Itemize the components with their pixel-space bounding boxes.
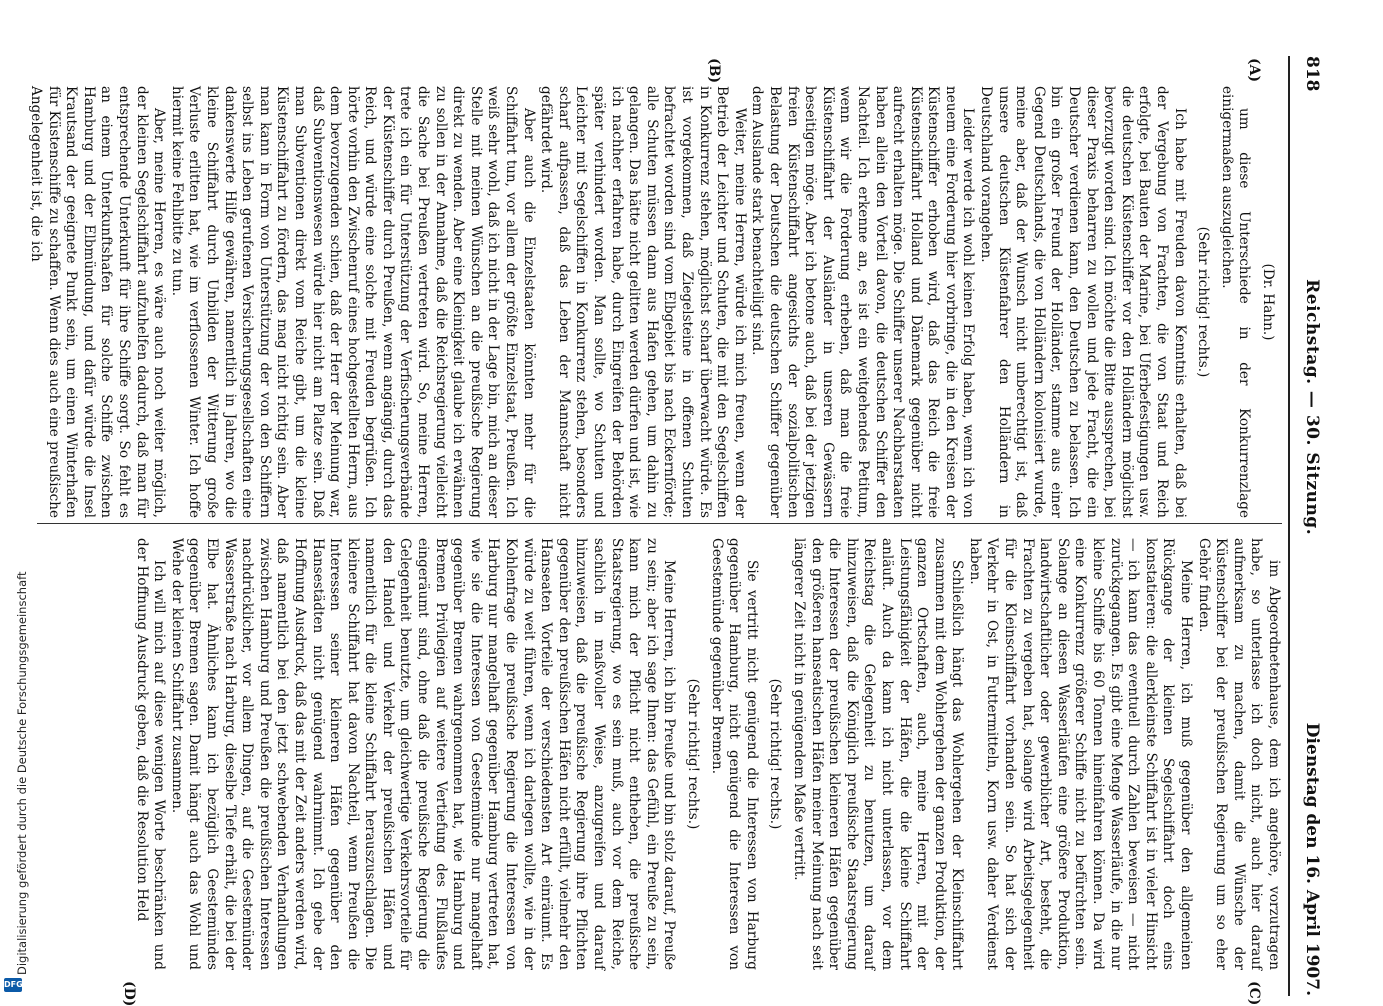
paragraph: Ich will mich auf diese wenigen Worte beschränken und der Hoffnung Ausdruck geben, daß die Resolution Held (133, 538, 168, 970)
dfg-logo-icon: DFG (4, 978, 22, 992)
page-header (1294, 56, 1322, 996)
margin-mark-b: (B) (706, 58, 722, 84)
page-number: 818 (1302, 56, 1322, 92)
interjection: (Sehr richtig! rechts.) (1195, 226, 1212, 378)
paragraph: Meine Herren, ich muß gegenüber den allgemeinen Rückgange der kleinen Segelschiffahrt doch eins konstatieren: die allerkleinste Schiffahrt ist in vieler Hinsicht — ich kann das eventuell durch Zahlen beweisen — nicht zurückgegangen. Es gibt eine Menge Wasserläufe, in die nur kleine Schiffe bis 60 Tonnen hineinfahren können. Da wird eine Konkurrenz größerer Schiffe nicht zu befürchten sein. Solange an diesen Wasserläufen eine größere Produktion, landwirtschaftlicher oder gewerblicher Art, besteht, die Frachten zu vergeben hat, solange wird Arbeitsgelegenheit für die Kleinschiffahrt vorhanden sein. So hat sich der Verkehr in Ost, in Futtermitteln, Korn usw. daher Verdienst haben. (966, 538, 1195, 970)
margin-mark-c: (C) (1246, 981, 1262, 1006)
interjection: (Sehr richtig! rechts.) (767, 678, 784, 830)
paragraph: Weiter, meine Herren, würde ich mich freuen, wenn der Betrieb der Leichter und Schuten, die mit den Segelschiffen in Konkurrenz stehen, möglichst scharf überwacht würde. Es ist vorgekommen, daß Ziegelsteine in offenen Schuten befrachtet worden sind vom Elbgebiet bis nach Eckernförde; alle Schuten müssen dann aus Hafen gehen, um dahin zu gelangen. Das hätte nicht gelitten werden dürfen und ist, wie ich nachher erfahren habe, durch Eingreifen der Behörden später verhindert worden. Man sollte, wo Schuten und Leichter mit Segelschiffen in Konkurrenz stehen, besonders scharf aufpassen, daß das Leben der Mannschaft nicht gefährdet wird. (538, 86, 748, 518)
paragraph: Meine Herren, ich bin Preuße und bin stolz darauf, Preuße zu sein; aber ich sage Ihnen: das Gefühl, ein Preuße zu sein, kann mich der Pflicht nicht entheben, die preußische Staatsregierung, wo es sein muß, auch vor dem Reiche, sachlich in maßvoller Weise, anzugreifen und darauf hinzuweisen, daß die preußische Regierung ihre Pflichten gegenüber den preußischen Häfen nicht erfüllt, vielmehr den Hanseaten Vorteile der verschiedensten Art einräumt. Es würde zu weit führen, wenn ich darlegen wollte, wie in der Kohlenfrage die preußische Regierung die Interessen von Harburg nur mangelhaft gegenüber Hamburg vertreten hat, wie sie die Interessen von Geestemünde nur mangelhaft gegenüber Bremen wahrgenommen hat, wie Hamburg und Bremen Privilegien auf weitere Vertiefung des Flußlaufes eingeräumt sind, ohne daß die preußische Regierung die Gelegenheit benutzte, um gleichwertige Verkehrsvorteile für den Handel und Verkehr der preußischen Häfen und namentlich für die kleine Schiffahrt herauszuschlagen. Die kleinere Schiffahrt hat davon Nachteil, wenn Preußen die Interessen seiner kleineren Häfen gegenüber den Hansestädten nicht genügend wahrnimmt. Ich gebe der Hoffnung Ausdruck, daß das mit der Zeit anders werden wird, daß namentlich bei den jetzt schwebenden Verhandlungen zwischen Hamburg und Preußen die preußischen Interessen nachdrücklicher, vor allem Dingen, auf die Geestemünder Wasserstraße nach Harburg, dieselbe Tiefe erhält, die bei der Elbe hat. Ähnliches kann ich bezüglich Geestemündes gegenüber Bremen sagen. Damit hängt auch das Wohl und Wehe der kleinen Schiffahrt zusammen. (168, 538, 678, 970)
paragraph: Ich habe mit Freuden davon Kenntnis erhalten, daß bei der Vergebung von Frachten, die von Staat und Reich erfolgte, bei Bauten der Marine, bei Uferbefestigungen usw. die deutschen Küstenschiffer vor den Holländern möglichst bevorzugt worden sind. Ich möchte die Bitte aussprechen, bei dieser Praxis beharren zu wollen und jede Fracht, die ein Deutscher verdienen kann, den Deutschen zu belassen. Ich bin ein großer Freund der Holländer, stamme aus einer Gegend Deutschlands, die von Holländern kolonisiert wurde, meine aber, daß der Wunsch nicht unberechtigt ist, daß unsere deutschen Küstenfahrer den Holländern in Deutschland vorangehen. (978, 86, 1188, 518)
paragraph: um diese Unterschiede in der Konkurrenzlage einigermaßen auszugleichen. (1218, 86, 1253, 518)
right-text-column (132, 538, 1282, 970)
speaker-name: (Dr. Hahn.) (1260, 263, 1276, 341)
margin-mark-a: (A) (1246, 58, 1262, 83)
paragraph: Sie vertritt nicht genügend die Interessen von Harburg gegenüber Hamburg, nicht genügend die Interessen von Geestemünde gegenüber Bremen. (708, 538, 760, 970)
session-date: Dienstag den 16. April 1907. (1302, 722, 1322, 996)
column-divider (37, 523, 1282, 524)
digitization-credit: Digitalisierung gefördert durch die Deutsche Forschungsgemeinschaft (15, 571, 29, 975)
paragraph: Aber, meine Herren, es wäre auch noch weiter möglich, der kleinen Segelschiffahrt aufzuhelfen dadurch, daß man für entsprechende Unterkunft für ihre Schiffe sorgt. So fehlt es an einem Unterkunftshafen für solche Schiffe zwischen Hamburg und der Elbmündung, und dafür würde die Insel Krautsand der geeignete Punkt sein, um einen Winterhafen für Küstenschiffe zu schaffen. Wenn dies auch eine preußische Angelegenheit ist, die ich (28, 86, 168, 518)
left-text-column (26, 86, 1282, 518)
header-rule (1288, 56, 1290, 996)
paragraph: Aber auch die Einzelstaaten könnten mehr für die Schiffahrt tun, vor allem der größte Einzelstaat, Preußen. Ich weiß sehr wohl, daß ich nicht in der Lage bin, mich an dieser Stelle mit meinen Wünschen an die preußische Regierung direkt zu wenden. Aber eine Kleinigkeit glaube ich erwähnen zu sollen in der Annahme, daß die Reichsregierung vielleicht die Sache bei Preußen vertreten wird. So, meine Herren, trete ich ein für Unterstützung der Verfischerungsverbände der Küstenschiffer durch Preußen, wenn angängig, durch das Reich, und würde eine solche mit Freuden begrüßen. Ich hörte vorhin den Zwischenruf eines hochgestellten Herrn, aus dem bevorzugenden schien, daß der Herr der Meinung war, daß Subventionswesen würde hier nicht am Platze sein. Daß man Subventionen direkt vom Reiche gibt, um die kleine Küstenschiffahrt zu fördern, das mag nicht richtig sein. Aber man kann in Form von Unterstützung der von den Schiffern selbst ins Leben gerufenen Versicherungsgesellschaften eine dankenswerte Hilfe gewähren, namentlich in Jahren, wo die kleine Schiffahrt durch Unbilden der Witterung große Verluste erlitten hat, wie im verflossenen Winter. Ich hoffe hiermit keine Fehlbitte zu tun. (168, 86, 537, 518)
rotated-document-page (22, 56, 1322, 1006)
margin-mark-d: (D) (121, 981, 137, 1006)
paragraph: Schließlich hängt das Wohlergehen der Kleinschiffahrt zusammen mit dem Wohlergehen der ganzen Produktion, der ganzen Ortschaften, auch, meine Herren, mit der Leistungsfähigkeit der Häfen, die die kleine Schiffahrt anläuft. Auch da kann ich nicht unterlassen, vor dem Reichstag die Gelegenheit zu benutzen, um darauf hinzuweisen, daß die Königlich preußische Staatsregierung die Interessen der preußischen kleineren Häfen gegenüber den größeren hanseatischen Häfen meiner Meinung nach seit längerer Zeit nicht in genügendem Maße vertritt. (790, 538, 966, 970)
session-title: Reichstag. — 30. Sitzung. (1302, 279, 1322, 536)
paragraph: Leider werde ich wohl keinen Erfolg haben, wenn ich von neuem eine Forderung hier vorbringe, die in den Kreisen der Küstenschiffer erhoben wird, daß das Reich die freie Küstenschiffahrt Holland und Dänemark gegenüber nicht aufrecht erhalten möge. Die Schiffer unserer Nachbarstaaten haben allein den Vorteil davon, die deutschen Schiffer den Nachteil. Ich erkenne an, es ist ein weitgehendes Petitum, wenn wir die Forderung erheben, daß man die freie Küstenschiffahrt der Ausländer in unseren Gewässern beseitigen möge. Aber ich betone auch, daß bei der jetzigen freien Küstenschiffahrt angesichts der sozialpolitischen Belastung der Deutschen die deutschen Schiffer gegenüber dem Auslande stark benachteiligt sind. (749, 86, 977, 518)
paragraph: im Abgeordnetenhause, dem ich angehöre, vorzutragen habe, so unterlasse ich doch nicht, auch hier darauf aufmerksam zu machen, damit die Wünsche der Küstenschiffer bei der preußischen Regierung um so eher Gehör finden. (1195, 538, 1282, 970)
interjection: (Sehr richtig! rechts.) (685, 678, 701, 830)
